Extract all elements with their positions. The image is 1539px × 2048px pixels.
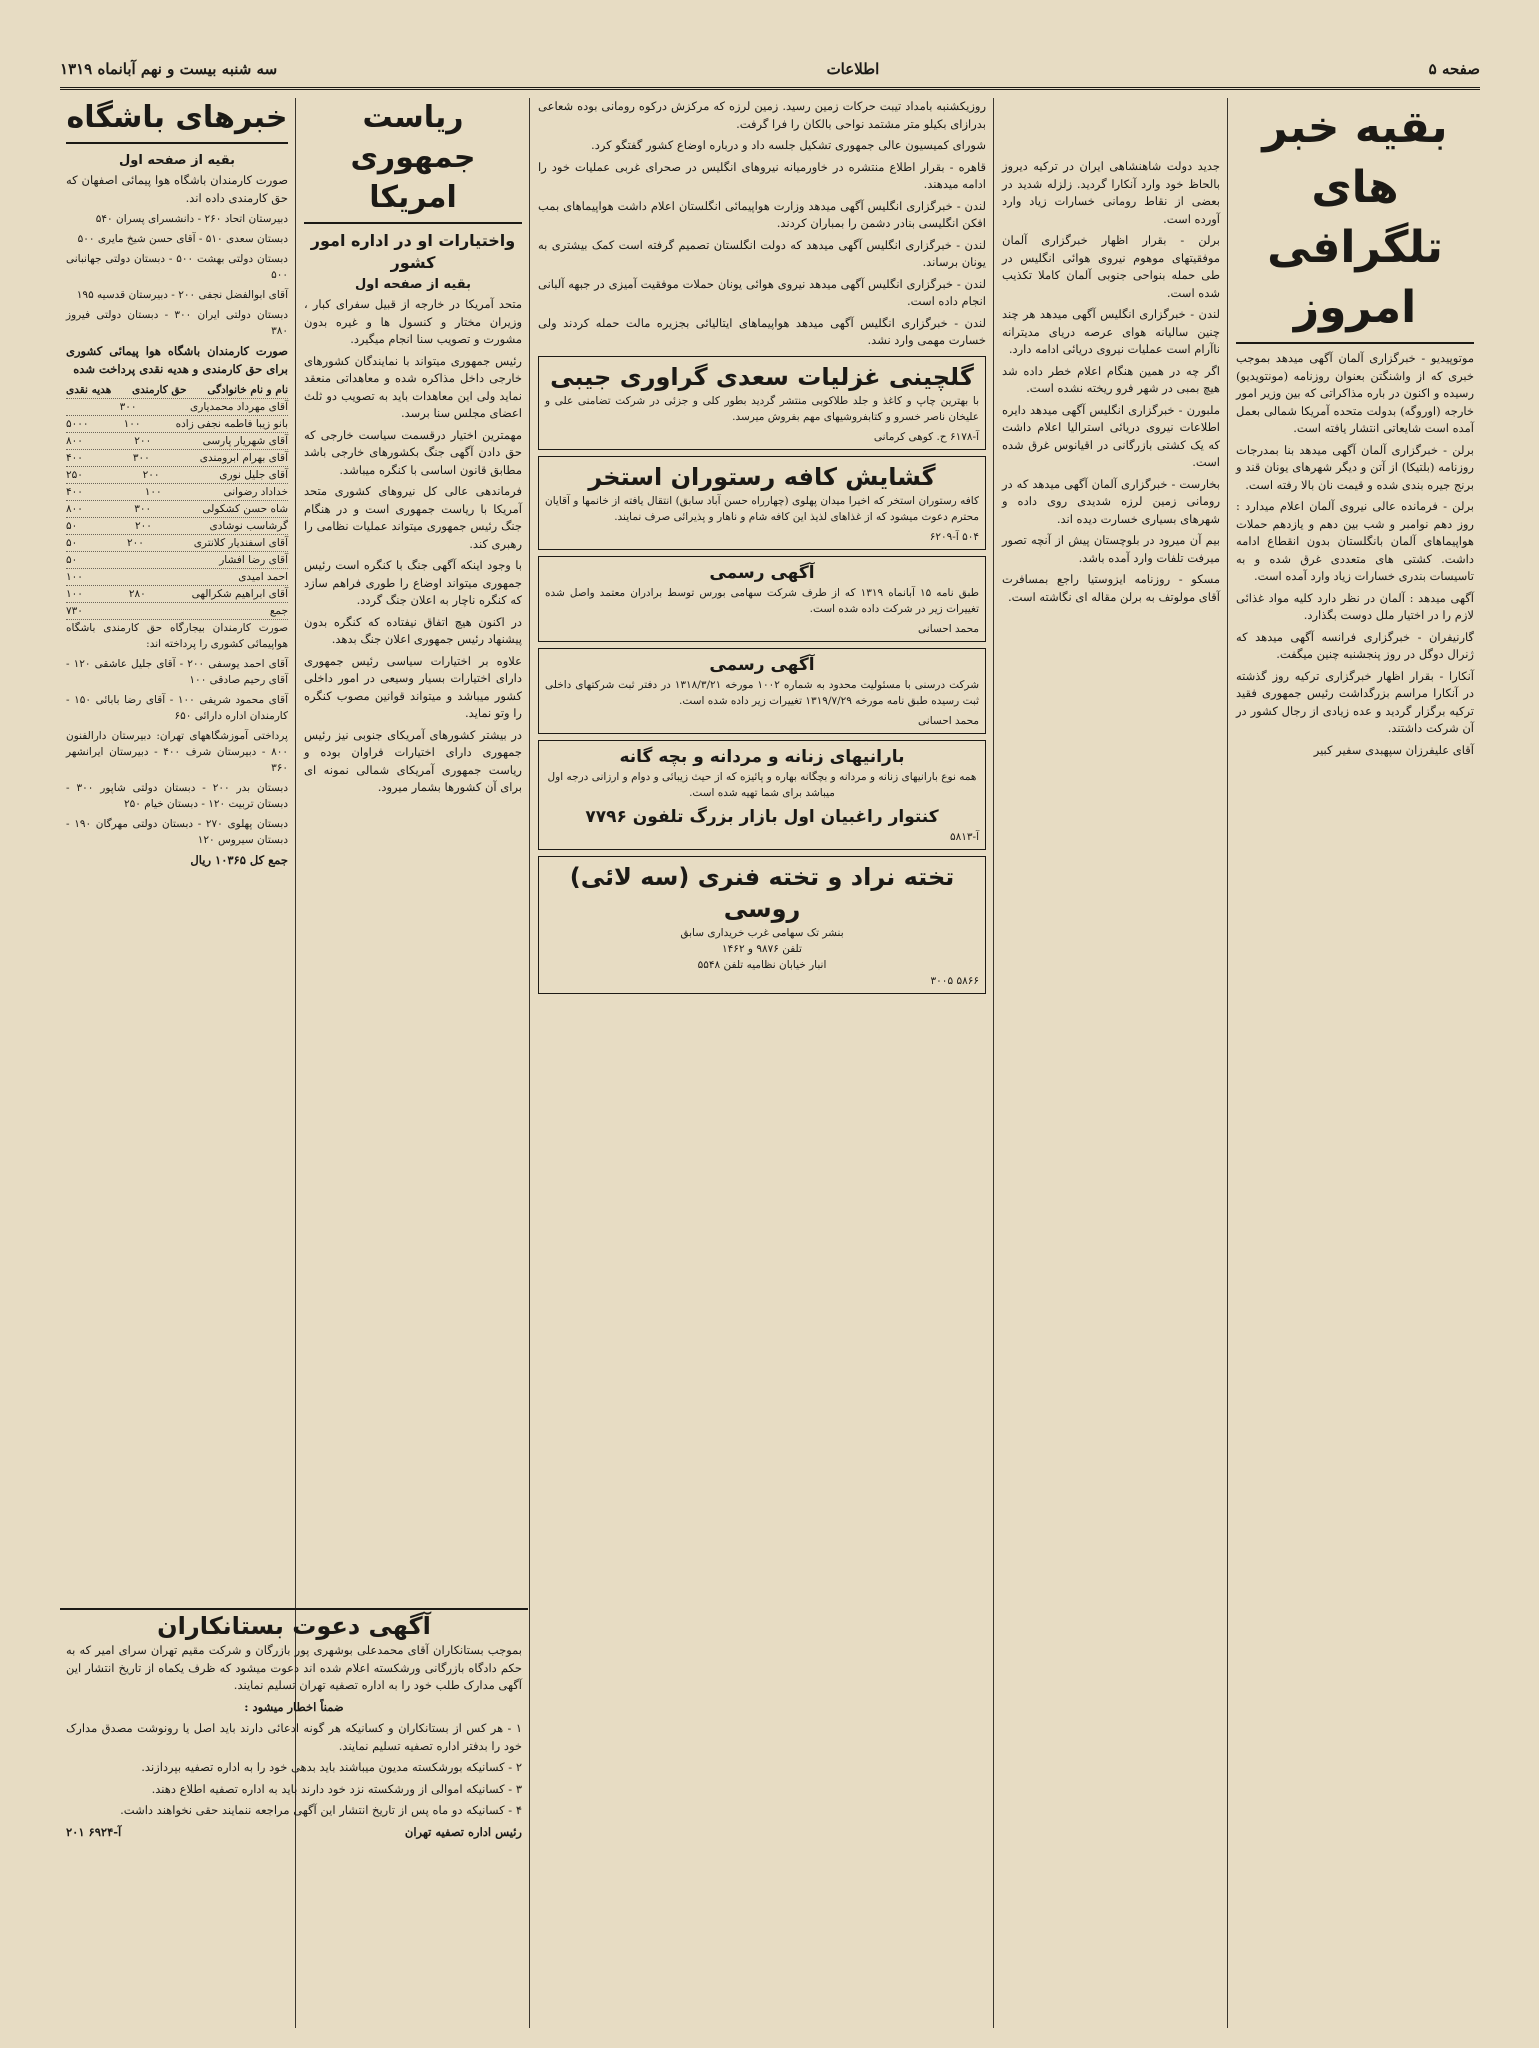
news-item: آنکارا - بقرار اظهار خبرگزاری ترکیه روز گذشته در آنکارا مراسم بزرگداشت رئیس جمهوری فقید ترکیه برگزار گردید و عده زیادی از رجال کشور در آن شرکت داشتند. <box>1236 668 1474 735</box>
ad-item: ۲ - کسانیکه بورشکسته مدیون میباشند باید بدهی خود را به اداره تصفیه بپردازند. <box>141 1760 522 1774</box>
table-row <box>66 535 288 552</box>
ad-saadi-book <box>538 356 986 450</box>
ad-ref: محمد احسانی <box>918 622 979 635</box>
article-paragraph: در بیشتر کشورهای آمریکای جنوبی نیز رئیس جمهوری دارای اختیارات فراوان بوده و ریاست جمهوری آمریکای شمالی نمونه ای برای آن کشورها بشمار میرود. <box>304 727 522 794</box>
table-header <box>66 382 288 399</box>
ad-body: کافه رستوران استخر که اخیرا میدان پهلوی (چهارراه حسن آباد سابق) انتقال یافته از خانمها و آقایان محترم دعوت میشود که از غذاهای لذیذ این کافه شام و ناهار و پذیرائی صرف نمایند. <box>545 494 979 523</box>
table-cell: ۸۰۰ <box>66 435 83 447</box>
ad-address: انبار خیابان نظامیه تلفن ۵۵۴۸ <box>697 958 827 971</box>
list-item: آقای محمود شریفی ۱۰۰ - آقای رضا بابائی ۱۵۰ - کارمندان اداره دارائی ۶۵۰ <box>66 694 288 722</box>
ad-body: بنشر تک سهامی غرب خریداری سابق <box>680 926 844 939</box>
table-cell: آقای جلیل نوری <box>219 469 288 481</box>
list-item: صورت کارمندان بیجارگاه حق کارمندی باشگاه هواپیمائی کشوری را پرداخته اند: <box>66 622 288 650</box>
ad-item: ۳ - کسانیکه اموالی از ورشکسته نزد خود دارند باید به اداره تصفیه اطلاع دهند. <box>151 1781 522 1796</box>
ad-title: آگهی رسمی <box>709 654 815 675</box>
article-paragraph: متحد آمریکا در خارجه از قبیل سفرای کبار ، وزیران مختار و کنسول ها و غیره بدون مشورت و تصویب سنا انجام میگیرد. <box>304 297 522 346</box>
list-item: دبستان پهلوی ۲۷۰ - دبستان دولتی مهرگان ۱۹۰ - دبستان سیروس ۱۲۰ <box>66 818 288 846</box>
table-cell: ۱۰۰ <box>123 418 141 430</box>
ad-title: تخته نراد و تخته فنری (سه لائی) روسی <box>569 862 955 923</box>
table-cell: ۳۰۰ <box>119 401 137 413</box>
table-row <box>66 399 288 416</box>
article-paragraph: فرماندهی عالی کل نیروهای کشوری متحد آمریکا با ریاست جمهوری است و در هنگام جنگ رئیس جمهوری میتواند عملیات نظامی را رهبری کند. <box>304 484 522 551</box>
table-row <box>66 569 288 586</box>
table-header-cell: حق کارمندی <box>131 384 187 396</box>
article-paragraph: با وجود اینکه آگهی جنگ با کنگره است رئیس جمهوری میتواند اوضاع را طوری فراهم سازد که کنگره ناچار به اعلان جنگ گردد. <box>304 558 522 607</box>
table-row <box>66 450 288 467</box>
donor-table <box>66 399 288 620</box>
column-news-ads <box>532 98 992 2028</box>
news-item: لندن - خبرگزاری انگلیس آگهی میدهد هر چند چنین سالیانه هوای عرصه دریای مدیترانه ناآرام است عملیات نیروی دریائی ادامه دارد. <box>1002 307 1220 356</box>
ad-creditors-notice <box>60 1608 528 2028</box>
news-item: لندن - خبرگزاری انگلیس آگهی میدهد که دولت انگلستان تصمیم گرفته است کمک بیشتری به یونان برساند. <box>538 237 986 269</box>
table-cell: ۴۰۰ <box>66 452 83 464</box>
table-cell: ۵۰ <box>66 554 78 566</box>
news-item: گارنیفران - خبرگزاری فرانسه آگهی میدهد که ژنرال دوگل در روز پنجشنبه چنین میگفت. <box>1236 629 1474 661</box>
table-cell: بانو زیبا فاطمه نجفی زاده <box>175 418 288 430</box>
news-item: اگر چه در همین هنگام اعلام خطر داده شد هیچ بمبی در شهر فرو ریخته نشده است. <box>1002 363 1220 395</box>
table-row <box>66 603 288 620</box>
section-title: صورت کارمندان باشگاه هوا پیمائی کشوری برای حق کارمندی و هدیه نقدی پرداخت شده <box>66 344 288 376</box>
news-item: مسکو - روزنامه ایزوستیا راجع بمسافرت آقای مولوتف به برلن مقاله ای نگاشته است. <box>1002 572 1220 604</box>
ad-body: شرکت درسنی با مسئولیت محدود به شماره ۱۰۰۲ مورخه ۱۳۱۸/۳/۲۱ در دفتر ثبت شرکتهای داخلی ثبت رسیده طبق نامه مورخه ۱۳۱۹/۷/۲۹ تغییرات زیر داده شده است. <box>545 678 979 707</box>
list-item: آقای ابوالفضل نجفی ۲۰۰ - دبیرستان قدسیه ۱۹۵ <box>76 289 288 301</box>
ad-ref: آ-۶۹۲۴ ۲۰۱ <box>66 1824 122 1839</box>
news-item: ملبورن - خبرگزاری انگلیس آگهی میدهد دایره اطلاعات نیروی دریائی استرالیا اعلام داشت که یک کشتی بازرگانی در اقیانوس غرق شده است. <box>1002 402 1220 469</box>
article-paragraph: مهمترین اختیار درقسمت سیاست خارجی که حق دادن آگهی جنگ بکشورهای خارجی باشد مطابق قانون اساسی با کنگره میباشد. <box>304 427 522 477</box>
ad-item: ۴ - کسانیکه دو ماه پس از تاریخ انتشار این آگهی مراجعه ننمایند حقی نخواهند داشت. <box>120 1803 522 1817</box>
ad-ref: محمد احسانی <box>918 714 979 727</box>
ad-official-2 <box>538 648 986 734</box>
table-cell: ۱۰۰ <box>66 588 83 600</box>
news-item: لندن - خبرگزاری انگلیس آگهی میدهد هواپیماهای ایتالیائی بجزیره مالت حمله کردند ولی خسارت مهمی وارد نشد. <box>538 315 986 347</box>
table-cell: احمد امیدی <box>238 571 288 583</box>
ad-title: گشایش کافه رستوران استخر <box>588 462 936 491</box>
news-item: قاهره - بقرار اطلاع منتشره در خاورمیانه نیروهای انگلیس در صحرای غربی عملیات خود را ادامه میدهند. <box>538 159 986 191</box>
table-cell: ۸۰۰ <box>66 503 83 515</box>
issue-date: سه شنبه بیست و نهم آبانماه ۱۳۱۹ <box>60 60 278 78</box>
continued-label: بقیه از صفحه اول <box>119 153 235 168</box>
table-cell: ۱۰۰ <box>66 571 83 583</box>
list-item: دبستان سعدی ۵۱۰ - آقای حسن شیخ مایری ۵۰۰ <box>77 233 288 245</box>
column-news-2 <box>996 158 1226 2028</box>
news-item: شورای کمیسیون عالی جمهوری تشکیل جلسه داد و درباره اوضاع کشور گفتگو کرد. <box>591 138 986 152</box>
ad-notice: ضمناً اخطار میشود : <box>244 1699 344 1714</box>
table-cell: آقای رضا افشار <box>219 554 288 566</box>
ad-official-1 <box>538 556 986 642</box>
news-item: بیم آن میرود در بلوچستان پیش از آنچه تصور میرفت تلفات وارد آمده باشد. <box>1002 533 1220 565</box>
table-cell: ۳۰۰ <box>134 503 152 515</box>
article-paragraph: در اکنون هیچ اتفاق نیفتاده که کنگره بدون پیشنهاد رئیس جمهوری اعلان جنگ بدهد. <box>304 614 522 646</box>
table-cell: ۵۰ <box>66 520 78 532</box>
ad-item: ۱ - هر کس از بستانکاران و کسانیکه هر گونه ادعائی دارند باید اصل یا رونوشت مصدق مدارک خود را بدفتر اداره تصفیه تسلیم نمایند. <box>66 1721 522 1753</box>
table-row <box>66 586 288 603</box>
list-item: آقای احمد یوسفی ۲۰۰ - آقای جلیل عاشقی ۱۲۰ - آقای رحیم صادقی ۱۰۰ <box>66 658 288 686</box>
closing-total: جمع کل ۱۰۳۶۵ ریال <box>190 853 288 867</box>
table-row <box>66 433 288 450</box>
table-header-cell: نام و نام خانوادگی <box>207 384 288 396</box>
ad-signature: رئیس اداره تصفیه تهران <box>404 1824 522 1839</box>
ad-plywood <box>538 856 986 994</box>
column-club-news <box>60 98 294 1598</box>
ad-shop-line: کنتوار راغبیان اول بازار بزرگ تلفون ۷۷۹۶ <box>585 806 939 827</box>
table-header-cell: هدیه نقدی <box>66 384 112 396</box>
headline-telegraph-news: بقیه خبر های تلگرافی امروز <box>1236 98 1474 344</box>
table-row <box>66 467 288 484</box>
news-item: آقای علیفرزان سپهبدی سفیر کبیر <box>1313 742 1474 757</box>
table-cell: ۲۰۰ <box>134 435 152 447</box>
intro-text: صورت کارمندان باشگاه هوا پیمائی اصفهان که حق کارمندی داده اند. <box>66 173 288 205</box>
table-cell: گرشاسب نوشادی <box>209 520 288 532</box>
ad-cafe-restaurant <box>538 456 986 550</box>
table-row <box>66 501 288 518</box>
ad-footer <box>66 1824 522 1842</box>
table-row <box>66 484 288 501</box>
table-cell: ۲۰۰ <box>127 537 144 549</box>
table-cell: ۵۰۰۰ <box>66 418 89 430</box>
news-item: برلن - خبرگزاری آلمان آگهی میدهد بنا بمدرجات روزنامه (بلتیکا) از آتن و دیگر شهرهای یونان قند و برنج جیره بندی شده و قیمت نان بالا رفته است. <box>1236 442 1474 492</box>
headline-club-news: خبرهای باشگاه <box>66 98 288 144</box>
table-cell: آقای مهرداد محمدیاری <box>190 401 288 413</box>
subheadline: واختیارات او در اداره امور کشور <box>310 231 516 272</box>
table-cell: خداداد رضوانی <box>223 486 288 498</box>
continued-label: بقیه از صفحه اول <box>355 277 471 292</box>
table-cell: ۴۰۰ <box>66 486 83 498</box>
table-cell: ۱۰۰ <box>144 486 162 498</box>
page-header <box>60 48 1480 90</box>
news-item: جدید دولت شاهنشاهی ایران در ترکیه دیروز بالحاظ خود وارد آنکارا گردید. زلزله شدید در بعضی از نقاط رومانی خسارات زیاد وارد آورده است. <box>1002 159 1220 226</box>
table-cell: آقای ابراهیم شکرالهی <box>191 588 288 600</box>
table-cell: ۲۰۰ <box>134 520 152 532</box>
list-item: دبستان دولتی ایران ۳۰۰ - دبستان دولتی فیروز ۳۸۰ <box>66 309 289 337</box>
article-paragraph: رئیس جمهوری میتواند با نمایندگان کشورهای خارجی داخل مذاکره شده و معاهداتی منعقد نماید ولی این معاهدات باید به تصویب دو ثلث اعضای مجلس سنا برسد. <box>304 353 522 420</box>
ad-ref: ۵۰۴ آ-۶۲۰۹ <box>929 530 979 543</box>
table-cell: آقای بهرام ابرومندی <box>199 452 288 464</box>
news-item: بخارست - خبرگزاری آلمان آگهی میدهد که در رومانی زمین لرزه شدیدی روی داده و شهرهای بسیاری خسارت دیده اند. <box>1002 476 1220 526</box>
ad-title: آگهی رسمی <box>709 562 815 583</box>
news-item: لندن - خبرگزاری انگلیس آگهی میدهد نیروی هوائی یونان حملات موفقیت آمیزی در جبهه آلبانی انجام داده است. <box>538 276 986 308</box>
ad-ref: ۵۸۶۶ ۳۰۰۵ <box>930 974 979 987</box>
table-cell: ۲۸۰ <box>128 588 146 600</box>
ad-ref: آ-۵۸۱۳ <box>949 830 979 843</box>
newspaper-page <box>60 48 1480 2028</box>
ad-title: گلچینی غزلیات سعدی گراوری جیبی <box>550 362 974 391</box>
table-cell: شاه حسن کشکولی <box>202 503 288 515</box>
list-item: دبستان دولتی بهشت ۵۰۰ - دبستان دولتی جهانبانی ۵۰۰ <box>66 253 288 281</box>
ad-phones: تلفن ۹۸۷۶ و ۱۴۶۲ <box>722 942 802 955</box>
list-item: دبستان بدر ۲۰۰ - دبستان دولتی شاپور ۳۰۰ - دبستان تربیت ۱۲۰ - دبستان خیام ۲۵۰ <box>66 782 288 810</box>
table-row <box>66 518 288 535</box>
ad-body: طبق نامه ۱۵ آبانماه ۱۳۱۹ که از طرف شرکت سهامی بورس توسط برادران معتمد واصل شده تغییرات زیر در شرکت داده شده است. <box>545 586 979 615</box>
news-item: برلن - بقرار اظهار خبرگزاری آلمان موفقیتهای موهوم نیروی هوائی انگلیس در طی حمله بنواحی جنوبی آلمان کاملا تکذیب شده است. <box>1002 233 1220 300</box>
news-item: لندن - خبرگزاری انگلیس آگهی میدهد وزارت هواپیمائی انگلستان اعلام داشت هواپیماهای بمب افکن انگلیسی بنادر دشمن را بمباران کردند. <box>538 198 986 230</box>
table-cell: ۳۰۰ <box>132 452 150 464</box>
table-cell: جمع <box>269 605 288 617</box>
ad-body: بموجب بستانکاران آقای محمدعلی بوشهری پور بازرگان و شرکت مقیم تهران سرای امیر که به حکم دادگاه بازرگانی ورشکسته اعلام شده اند دعوت میشود که ظرف یکماه از تاریخ انتشار این آگهی مدارک طلب خود را به اداره تصفیه تهران تسلیم نمایند. <box>66 1643 522 1692</box>
table-cell: آقای اسفندیار کلانتری <box>193 537 288 549</box>
page-number: صفحه ۵ <box>1428 60 1480 78</box>
ad-title: بارانیهای زنانه و مردانه و بچه گانه <box>619 746 905 767</box>
headline-us-presidency: ریاست جمهوری امریکا <box>304 98 522 224</box>
ad-body: همه نوع بارانیهای زنانه و مردانه و بچگانه بهاره و پائیزه که از حیث زیبائی و دوام و ارزانی درجه اول میباشد برای شما تهیه شده است. <box>547 770 977 799</box>
list-item: پرداختی آموزشگاههای تهران: دبیرستان دارالفنون ۸۰۰ - دبیرستان شرف ۴۰۰ - دبیرستان ایرانشهر ۳۶۰ <box>66 730 288 774</box>
paper-name: اطلاعات <box>826 60 880 78</box>
news-item: آگهی میدهد : آلمان در نظر دارد کلیه مواد غذائی لازم را در اختیار ملل دوست بگذارد. <box>1236 590 1474 622</box>
ad-raincoats <box>538 740 986 850</box>
table-cell: ۲۰۰ <box>142 469 160 481</box>
list-item: دبیرستان اتحاد ۲۶۰ - دانشسرای پسران ۵۴۰ <box>95 213 288 225</box>
table-cell: ۲۵۰ <box>66 469 83 481</box>
news-item: روزیکشنبه بامداد تیبت حرکات زمین رسید. زمین لرزه که مرکزش درکوه رومانی بوده شعاعی بدرازای بکیلو متر مشتمد نواحی بالکان را فرا گرفت. <box>538 99 986 131</box>
table-cell: ۵۰ <box>66 537 78 549</box>
news-item: موتوپیدیو - خبرگزاری آلمان آگهی میدهد بموجب خبری که از واشنگتن بعنوان روزنامه (مونتویدیو) رسیده و اکنون در باره مذاکراتی که بین وزیر امور خارجه (اوروگه) بدولت متحده آمریکا شمالی بعمل آمده است شایعاتی انتشار یافته است. <box>1236 351 1474 435</box>
column-telegraph-news <box>1230 98 1480 2028</box>
ad-body: با بهترین چاپ و کاغذ و جلد طلاکوبی منتشر گردید بطور کلی و جزئی در شرکت تضامنی علی و علیخان ناصر خسرو و کتابفروشیهای مهم بفروش میرسد. <box>545 394 979 423</box>
table-cell: آقای شهریار پارسی <box>202 435 288 447</box>
table-cell: ۷۳۰ <box>66 605 83 617</box>
news-item: برلن - فرمانده عالی نیروی آلمان اعلام میدارد : روز دهم نوامبر و شب بین دهم و یازدهم حملات هواپیماهای آلمان بانگلستان بدون انقطاع ادامه داشت. کشتی های متعددی غرق شده و به تاسیسات بندری خسارات زیاد وارد آمده است. <box>1236 499 1474 583</box>
ad-title: آگهی دعوت بستانکاران <box>157 1612 431 1640</box>
table-row <box>66 552 288 569</box>
table-row <box>66 416 288 433</box>
ad-ref: آ-۶۱۷۸ ح. کوهی کرمانی <box>873 430 979 443</box>
article-paragraph: علاوه بر اختیارات سیاسی رئیس جمهوری دارای اختیارات بسیار وسیعی در امور داخلی کشور میباشد و میتواند قوانین مصوب کنگره را وتو نماید. <box>304 653 522 720</box>
